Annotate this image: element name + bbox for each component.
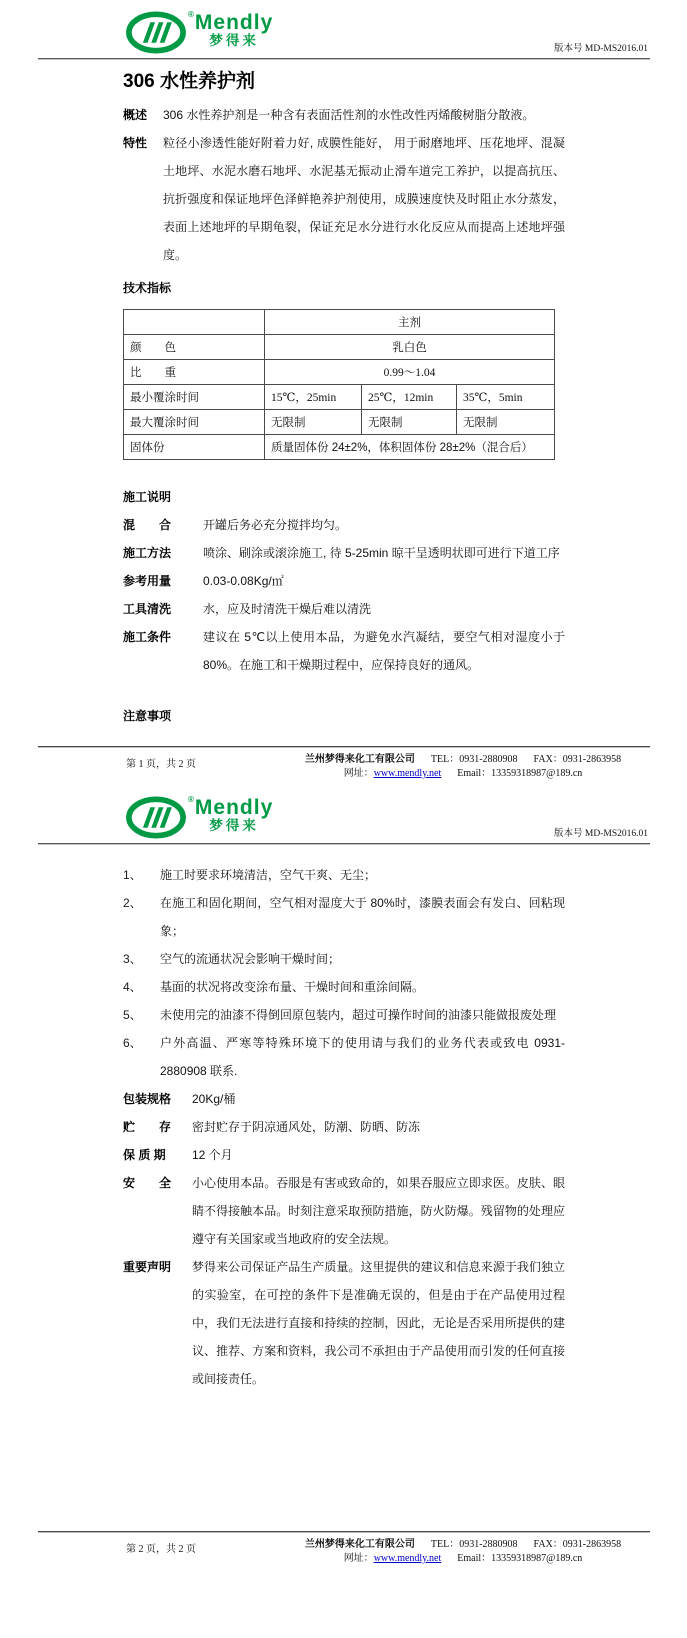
note-text: 未使用完的油漆不得倒回原包装内，超过可操作时间的油漆只能做报废处理 — [160, 1008, 557, 1022]
note-number: 4、 — [123, 980, 142, 994]
version-label: 版本号 MD-MS2016.01 — [554, 44, 648, 54]
footer-body — [38, 753, 650, 781]
max-recoat-1: 无限制 — [265, 410, 362, 435]
version-label: 版本号 MD-MS2016.01 — [554, 829, 648, 839]
footer-line-1 — [276, 753, 650, 767]
shelf-life-row — [123, 1141, 565, 1169]
overview-text: 306 水性养护剂是一种含有表面活性剂的水性改性丙烯酸树脂分散液。 — [163, 108, 535, 122]
footer-line-2 — [276, 767, 650, 781]
note-item-1 — [123, 861, 565, 889]
safety-text: 小心使用本品。吞服是有害或致命的，如果吞服应立即求医。皮肤、眼睛不得接触本品。时刻注意采取预防措施，防火防爆。残留物的处理应遵守有关国家或当地政府的安全法规。 — [192, 1176, 565, 1246]
footer-divider — [38, 1531, 650, 1533]
row-label-solids: 固体份 — [124, 435, 265, 460]
min-recoat-15c: 15℃，25min — [265, 385, 362, 410]
method-label: 施工方法 — [123, 546, 172, 560]
page-2-header — [0, 785, 687, 842]
page-title: 306 水性养护剂 — [123, 71, 255, 92]
note-item-2 — [123, 889, 565, 945]
page-1-content — [0, 69, 687, 724]
website-label: 网址： — [343, 1553, 374, 1564]
tool-cleaning-text: 水，应及时清洗干燥后难以清洗 — [203, 602, 372, 616]
max-recoat-3: 无限制 — [457, 410, 555, 435]
shelf-life-text: 12 个月 — [192, 1148, 233, 1162]
company-fax: FAX：0931-2863958 — [533, 754, 622, 765]
row-label-min-recoat: 最小覆涂时间 — [124, 385, 265, 410]
overview-label: 概述 — [123, 108, 148, 122]
row-label-color: 颜 色 — [124, 335, 265, 360]
footer-line-2 — [276, 1552, 650, 1566]
features-label: 特性 — [123, 136, 148, 150]
tool-cleaning-row — [123, 595, 565, 623]
note-number: 1、 — [123, 868, 142, 882]
mendly-logo-icon — [125, 796, 187, 839]
table-row — [124, 385, 555, 410]
table-header-main-agent: 主剂 — [265, 310, 555, 335]
brand-name-en: Mendly — [194, 796, 274, 819]
table-row — [124, 310, 555, 335]
registered-mark: ® — [188, 795, 194, 804]
note-item-4 — [123, 973, 565, 1001]
note-text: 空气的流通状况会影响干燥时间； — [160, 952, 341, 966]
mixing-row — [123, 511, 565, 539]
mixing-label: 混 合 — [123, 518, 172, 532]
footer-line-1 — [276, 1538, 650, 1552]
dosage-label: 参考用量 — [123, 574, 172, 588]
table-row — [124, 435, 555, 460]
note-item-3 — [123, 945, 565, 973]
company-email: Email：13359318987@189.cn — [457, 1553, 583, 1564]
note-item-6 — [123, 1029, 565, 1085]
conditions-label: 施工条件 — [123, 630, 172, 644]
note-text: 施工时要求环境清洁，空气干爽、无尘； — [160, 868, 377, 882]
conditions-text: 建议在 5℃以上使用本品，为避免水汽凝结，要空气相对湿度小于 80%。在施工和干燥期过程中，应保持良好的通风。 — [203, 630, 565, 672]
table-row — [124, 410, 555, 435]
header-divider — [38, 58, 650, 60]
tech-heading: 技术指标 — [123, 281, 172, 295]
disclaimer-text: 梦得来公司保证产品生产质量。这里提供的建议和信息来源于我们独立的实验室，在可控的条件下是准确无误的，但是由于在产品使用过程中，我们无法进行直接和持续的控制，因此，无论是否采用所提供的建议、推荐、方案和资料，我公司不承担由于产品使用而引发的任何直接或间接责任。 — [192, 1260, 565, 1386]
website-item — [344, 767, 442, 781]
company-tel: TEL：0931-2880908 — [430, 754, 518, 765]
page-2 — [0, 785, 687, 1638]
table-row — [124, 335, 555, 360]
value-solids: 质量固体份 24±2%，体积固体份 28±2%（混合后） — [265, 435, 555, 460]
features-text: 粒径小渗透性能好附着力好, 成膜性能好， 用于耐磨地坪、压花地坪、混凝土地坪、水泥水磨石地坪、水泥基无振动止滑车道完工养护，以提高抗压、抗折强度和保证地坪色泽鲜艳养护剂使用，成膜速度快及时阻止水分蒸发，表面上述地坪的早期龟裂，保证充足水分进行水化反应从而提高上述地坪强度。 — [163, 136, 565, 262]
brand-text — [195, 13, 273, 49]
note-text: 在施工和固化期间，空气相对湿度大于 80%时，漆膜表面会有发白、回粘现象； — [160, 896, 565, 938]
website-link[interactable]: www.mendly.net — [373, 768, 442, 779]
value-color: 乳白色 — [265, 335, 555, 360]
table-row — [124, 360, 555, 385]
conditions-row — [123, 623, 565, 679]
registered-mark: ® — [188, 10, 194, 19]
safety-row — [123, 1169, 565, 1253]
brand-text — [195, 798, 273, 834]
disclaimer-label: 重要声明 — [123, 1260, 172, 1274]
notes-heading: 注意事项 — [123, 709, 172, 723]
company-fax: FAX：0931-2863958 — [533, 1539, 622, 1550]
note-number: 3、 — [123, 952, 142, 966]
brand-name-en: Mendly — [194, 11, 274, 34]
website-link[interactable]: www.mendly.net — [373, 1553, 442, 1564]
page-number: 第 2 页，共 2 页 — [126, 1544, 196, 1555]
page-2-footer — [38, 1531, 650, 1566]
spec-table — [123, 309, 555, 460]
dosage-text: 0.03-0.08Kg/㎡ — [203, 574, 284, 588]
tool-cleaning-label: 工具清洗 — [123, 602, 172, 616]
footer-contact — [276, 1538, 650, 1566]
packaging-text: 20Kg/桶 — [192, 1092, 236, 1106]
storage-label: 贮 存 — [123, 1120, 172, 1134]
note-number: 6、 — [123, 1036, 142, 1050]
row-label-specific-gravity: 比 重 — [124, 360, 265, 385]
website-item — [344, 1552, 442, 1566]
storage-row — [123, 1113, 565, 1141]
shelf-life-label: 保 质 期 — [123, 1148, 166, 1162]
value-specific-gravity: 0.99～1.04 — [265, 360, 555, 385]
overview-row — [123, 101, 565, 129]
company-email: Email：13359318987@189.cn — [457, 768, 583, 779]
table-cell-empty — [124, 310, 265, 335]
mendly-logo-icon — [125, 11, 187, 54]
note-number: 2、 — [123, 896, 142, 910]
note-number: 5、 — [123, 1008, 142, 1022]
footer-body — [38, 1538, 650, 1566]
storage-text: 密封贮存于阴凉通风处，防潮、防晒、防冻 — [192, 1120, 421, 1134]
method-text: 喷涂、刷涂或滚涂施工, 待 5-25min 晾干呈透明状即可进行下道工序 — [203, 546, 560, 560]
max-recoat-2: 无限制 — [362, 410, 457, 435]
disclaimer-row — [123, 1253, 565, 1393]
page-2-content — [0, 861, 687, 1393]
company-name: 兰州梦得来化工有限公司 — [304, 1539, 415, 1550]
header-divider — [38, 843, 650, 845]
company-tel: TEL：0931-2880908 — [430, 1539, 518, 1550]
page-1-header — [0, 0, 687, 57]
website-label: 网址： — [343, 768, 374, 779]
footer-divider — [38, 746, 650, 748]
row-label-max-recoat: 最大覆涂时间 — [124, 410, 265, 435]
min-recoat-35c: 35℃，5min — [457, 385, 555, 410]
note-text: 基面的状况将改变涂布量、干燥时间和重涂间隔。 — [160, 980, 425, 994]
page-1-footer — [38, 746, 650, 781]
method-row — [123, 539, 565, 567]
min-recoat-25c: 25℃，12min — [362, 385, 457, 410]
brand-name-cn: 梦得来 — [209, 818, 259, 833]
packaging-row — [123, 1085, 565, 1113]
mixing-text: 开罐后务必充分搅拌均匀。 — [203, 518, 348, 532]
note-item-5 — [123, 1001, 565, 1029]
dosage-row — [123, 567, 565, 595]
note-text: 户外高温、严寒等特殊环境下的使用请与我们的业务代表或致电 0931-2880908 联系. — [160, 1036, 565, 1078]
features-row — [123, 129, 565, 269]
packaging-label: 包装规格 — [123, 1092, 172, 1106]
company-name: 兰州梦得来化工有限公司 — [304, 754, 415, 765]
safety-label: 安 全 — [123, 1176, 172, 1190]
construction-heading: 施工说明 — [123, 490, 172, 504]
page-number: 第 1 页，共 2 页 — [126, 759, 196, 770]
brand-name-cn: 梦得来 — [209, 33, 259, 48]
page-1 — [0, 0, 687, 785]
footer-contact — [276, 753, 650, 781]
